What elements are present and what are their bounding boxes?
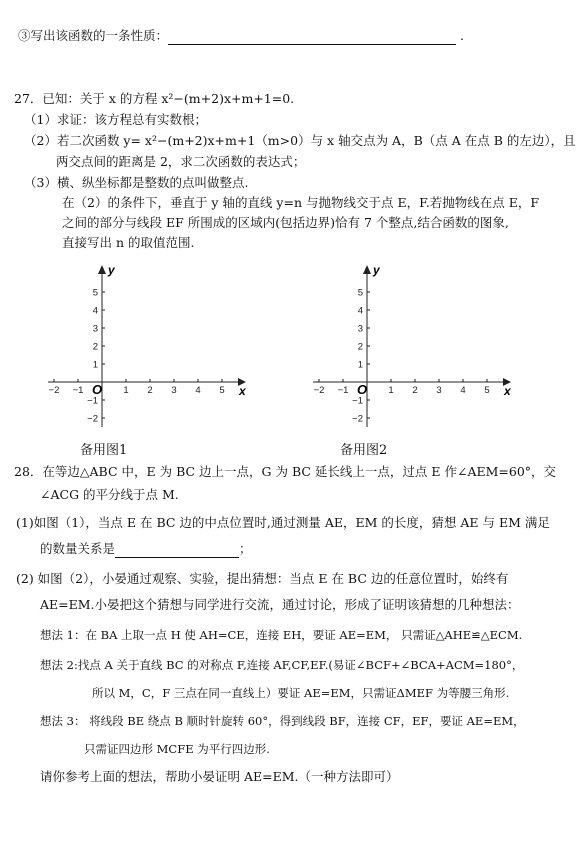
- x-tick-label: −1: [337, 385, 349, 396]
- q28-line1: 28．在等边△ABC 中，E 为 BC 边上一点，G 为 BC 延长线上一点，过点 E 作∠AEM=60°，交: [14, 464, 557, 479]
- y-axis-arrow-2: [363, 265, 371, 274]
- x-tick-label: 5: [219, 385, 225, 396]
- answer-blank-2[interactable]: [115, 557, 239, 558]
- q27-part3a: 在（2）的条件下，垂直于 y 轴的直线 y=n 与抛物线交于点 E，F.若抛物线在点 E，F: [62, 195, 540, 210]
- origin-1: O: [92, 382, 103, 397]
- q28-method3b: 只需证四边形 MCFE 为平行四边形.: [84, 742, 270, 756]
- y-label-1: y: [108, 263, 115, 277]
- x-tick-label: −1: [72, 385, 84, 396]
- y-tick-label: −2: [87, 413, 98, 425]
- origin-2: O: [357, 382, 368, 397]
- q27-part3c: 直接写出 n 的取值范围.: [62, 235, 195, 250]
- y-tick-label: 1: [357, 359, 363, 371]
- x-tick-label: 2: [412, 385, 418, 396]
- q27-part2b: 两交点间的距离是 2，求二次函数的表达式；: [56, 154, 306, 169]
- y-tick-label: −2: [352, 413, 363, 425]
- q26-item3-text: ③写出该函数的一条性质：: [18, 28, 169, 43]
- q28-part1b-end: ；: [239, 541, 252, 556]
- x-tick-label: −2: [48, 385, 60, 396]
- x-tick-label: 1: [123, 385, 129, 396]
- coordinate-grid-2: [305, 262, 520, 437]
- y-tick-label: 4: [357, 305, 363, 317]
- x-label-1: x: [239, 384, 246, 398]
- x-tick-label: 3: [171, 385, 177, 396]
- graph-caption-1: 备用图1: [80, 443, 128, 458]
- y-label-2: y: [373, 263, 380, 277]
- q28-method2a: 想法 2:找点 A 关于直线 BC 的对称点 F,连接 AF,CF,EF.(易证∠BCF+∠BCA+ACM=180°，: [40, 658, 524, 672]
- q27-part1: （1）求证：该方程总有实数根；: [24, 112, 207, 127]
- q28-part1b-text: 的数量关系是: [40, 541, 116, 556]
- x-tick-label: 1: [388, 385, 394, 396]
- y-tick-label: 3: [357, 323, 363, 335]
- coordinate-grid-1: [40, 262, 255, 437]
- q28-part1b: [40, 540, 252, 558]
- y-axis-arrow-1: [98, 265, 106, 274]
- q27-part2a: （2）若二次函数 y= x²−(m+2)x+m+1（m>0）与 x 轴交点为 A，B（点 A 在点 B 的左边），且: [24, 133, 576, 148]
- x-tick-label: 4: [460, 385, 466, 396]
- q28-ask: 请你参考上面的想法，帮助小晏证明 AE=EM.（一种方法即可）: [40, 769, 399, 784]
- q28-method3a: 想法 3： 将线段 BE 绕点 B 顺时针旋转 60°，得到线段 BF，连接 CF，EF，要证 AE=EM，: [40, 714, 525, 728]
- q28-part1a: (1)如图（1），当点 E 在 BC 边的中点位置时,通过测量 AE，EM 的长度，猜想 AE 与 EM 满足: [16, 515, 550, 530]
- y-tick-label: 1: [92, 359, 98, 371]
- answer-blank[interactable]: [168, 44, 456, 45]
- q28-method2b: 所以 M，C，F 三点在同一直线上）要证 AE=EM，只需证ΔMEF 为等腰三角形.: [92, 686, 510, 700]
- q27-part3b: 之间的部分与线段 EF 所围成的区域内(包括边界)恰有 7 个整点,结合函数的图象,: [62, 215, 509, 230]
- q28-method1: 想法 1：在 BA 上取一点 H 使 AH=CE，连接 EH，要证 AE=EM， 只需证△AHE≌△ECM.: [40, 628, 523, 642]
- graph-caption-2: 备用图2: [340, 443, 388, 458]
- y-tick-label: 2: [92, 341, 98, 353]
- x-tick-label: 5: [484, 385, 490, 396]
- x-tick-label: 2: [147, 385, 153, 396]
- y-tick-label: 3: [92, 323, 98, 335]
- q26-end: .: [460, 28, 464, 43]
- x-tick-label: 3: [436, 385, 442, 396]
- y-tick-label: −1: [352, 395, 363, 407]
- x-tick-label: 4: [195, 385, 201, 396]
- q28-part2b: AE=EM.小晏把这个猜想与同学进行交流，通过讨论，形成了证明该猜想的几种想法：: [40, 597, 520, 612]
- q28-line2: ∠ACG 的平分线于点 M.: [40, 487, 179, 502]
- y-tick-label: 5: [92, 287, 98, 299]
- x-tick-label: −2: [313, 385, 325, 396]
- q27-part3: （3）横、纵坐标都是整数的点叫做整点.: [24, 175, 249, 190]
- y-tick-label: −1: [87, 395, 98, 407]
- q28-part2a: (2) 如图（2），小晏通过观察、实验，提出猜想：当点 E 在 BC 边的任意位置时，始终有: [16, 571, 509, 586]
- q26-item3: [18, 27, 464, 45]
- q27-head: 27．已知：关于 x 的方程 x²−(m+2)x+m+1=0.: [14, 91, 295, 106]
- x-label-2: x: [504, 384, 511, 398]
- y-tick-label: 2: [357, 341, 363, 353]
- y-tick-label: 5: [357, 287, 363, 299]
- y-tick-label: 4: [92, 305, 98, 317]
